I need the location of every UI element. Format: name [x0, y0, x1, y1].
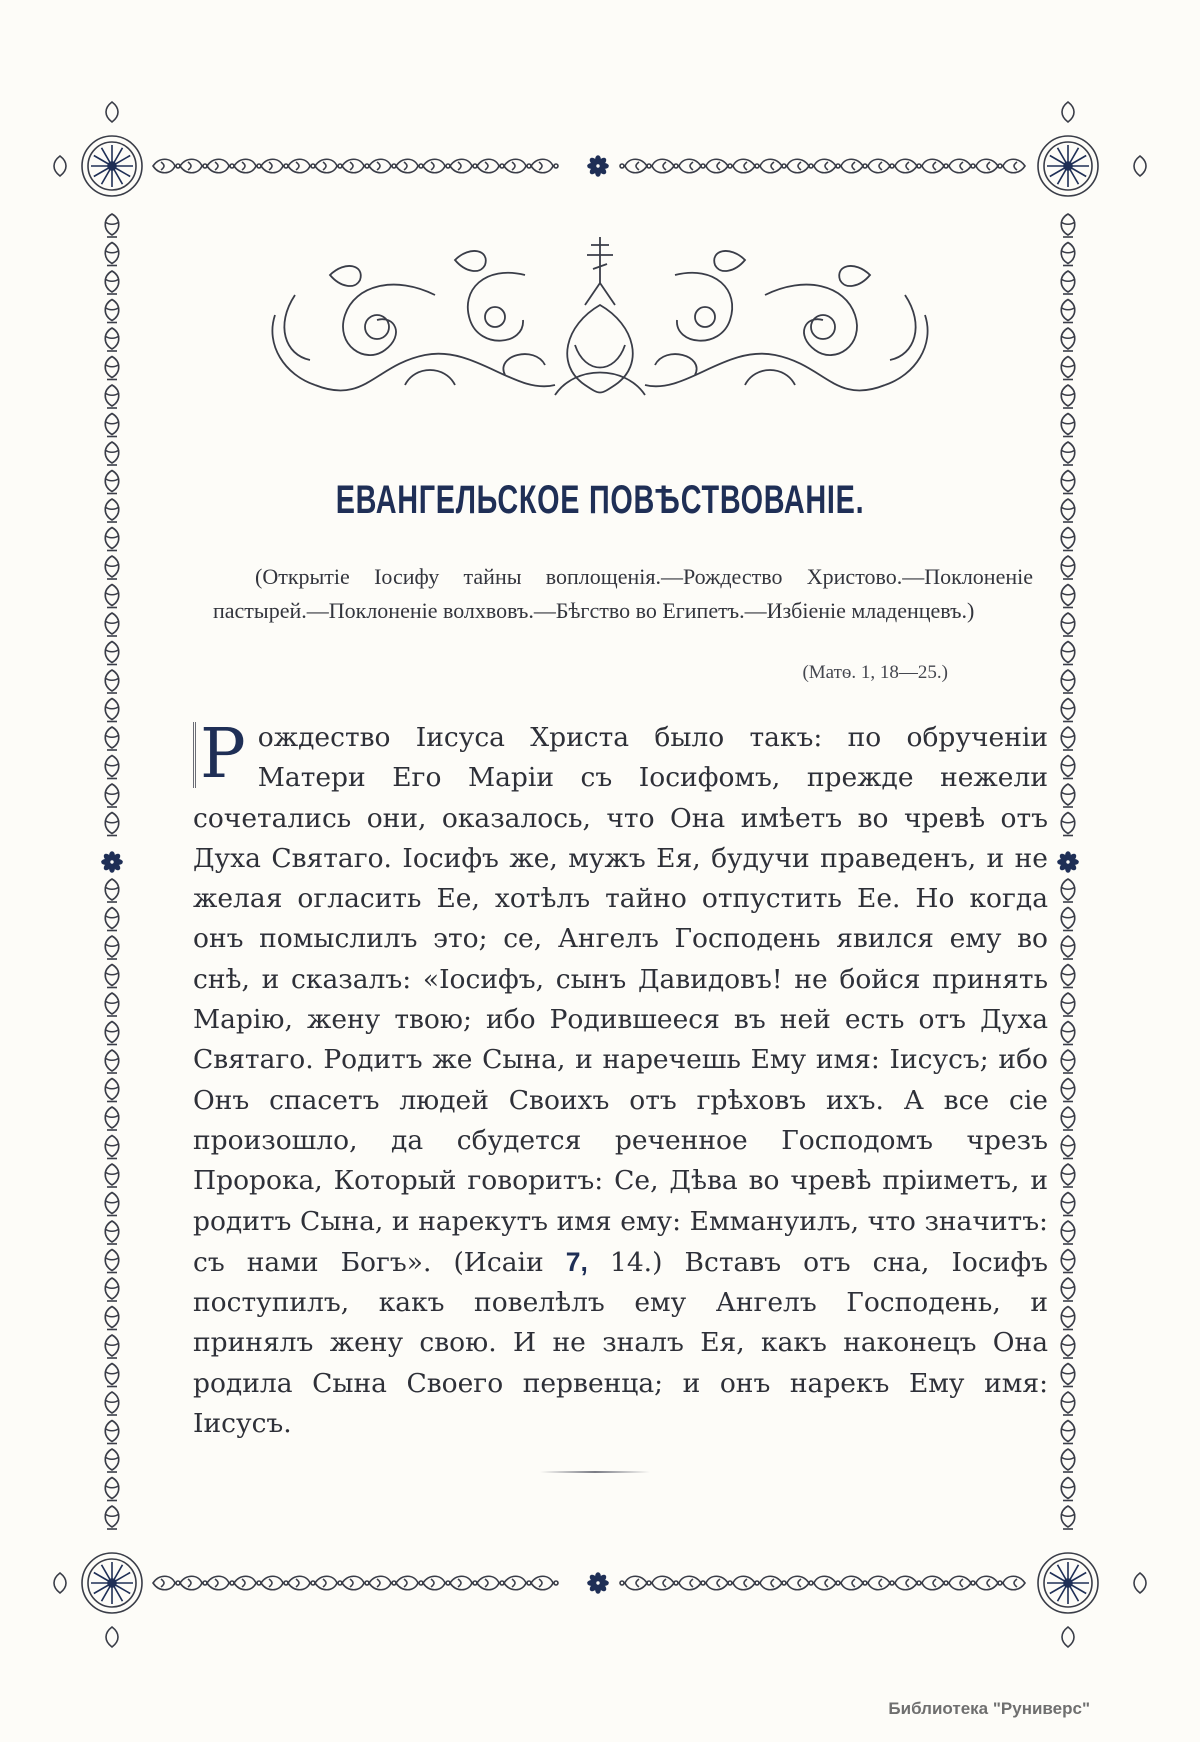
leaf-scroll-icon	[105, 670, 119, 693]
leaf-scroll-icon	[728, 1576, 755, 1590]
leaf-scroll-icon	[1061, 471, 1075, 494]
leaf-scroll-icon	[1061, 1022, 1075, 1045]
leaf-scroll-icon	[105, 813, 119, 836]
leaf-scroll-icon	[1061, 670, 1075, 693]
leaf-scroll-icon	[105, 879, 119, 902]
leaf-scroll-icon	[105, 1449, 119, 1472]
leaf-scroll-icon	[1061, 271, 1075, 294]
leaf-scroll-icon	[105, 756, 119, 779]
leaf-scroll-icon	[1061, 1335, 1075, 1358]
leaf-scroll-icon	[105, 965, 119, 988]
leaf-scroll-icon	[1061, 727, 1075, 750]
leaf-scroll-icon	[153, 1576, 180, 1590]
leaf-scroll-icon	[105, 1478, 119, 1501]
leaf-scroll-icon	[1061, 499, 1075, 522]
leaf-scroll-icon	[1061, 414, 1075, 437]
asterisk-flower-icon	[588, 156, 608, 176]
leaf-scroll-icon	[809, 1576, 836, 1590]
leaf-scroll-icon	[782, 1576, 809, 1590]
leaf-scroll-icon	[105, 908, 119, 931]
leaf-scroll-icon	[674, 159, 701, 173]
leaf-scroll-icon	[531, 159, 558, 173]
leaf-scroll-icon	[1061, 642, 1075, 665]
leaf-scroll-icon	[105, 1136, 119, 1159]
leaf-scroll-icon	[105, 993, 119, 1016]
leaf-scroll-icon	[105, 1107, 119, 1130]
leaf-scroll-icon	[105, 214, 119, 237]
leaf-scroll-icon	[620, 1576, 647, 1590]
leaf-scroll-icon	[674, 1576, 701, 1590]
leaf-scroll-icon	[1061, 214, 1075, 237]
leaf-scroll-icon	[809, 159, 836, 173]
leaf-scroll-icon	[105, 442, 119, 465]
library-watermark: Библиотека "Руниверс"	[888, 1699, 1090, 1718]
leaf-scroll-icon	[1061, 936, 1075, 959]
rosette-ornament-icon	[1038, 1553, 1098, 1613]
leaf-scroll-icon	[315, 1576, 342, 1590]
leaf-scroll-icon	[647, 1576, 674, 1590]
leaf-scroll-icon	[504, 1576, 531, 1590]
leaf-scroll-icon	[1061, 1107, 1075, 1130]
leaf-scroll-icon	[234, 159, 261, 173]
leaf-scroll-icon	[105, 499, 119, 522]
leaf-scroll-icon	[288, 1576, 315, 1590]
leaf-scroll-icon	[450, 1576, 477, 1590]
leaf-scroll-icon	[261, 159, 288, 173]
leaf-scroll-icon	[1061, 813, 1075, 836]
leaf-scroll-icon	[728, 159, 755, 173]
leaf-scroll-icon	[234, 1576, 261, 1590]
leaf-scroll-icon	[863, 1576, 890, 1590]
asterisk-flower-icon	[1058, 852, 1078, 872]
leaf-scroll-icon	[342, 1576, 369, 1590]
leaf-scroll-icon	[105, 1506, 119, 1529]
leaf-scroll-icon	[105, 1050, 119, 1073]
leaf-scroll-icon	[105, 1278, 119, 1301]
leaf-scroll-icon	[1061, 756, 1075, 779]
leaf-scroll-icon	[105, 699, 119, 722]
leaf-scroll-icon	[261, 1576, 288, 1590]
leaf-scroll-icon	[1061, 300, 1075, 323]
leaf-scroll-icon	[836, 1576, 863, 1590]
leaf-scroll-icon	[1061, 1421, 1075, 1444]
leaf-scroll-icon	[1061, 1136, 1075, 1159]
leaf-scroll-icon	[207, 1576, 234, 1590]
leaf-scroll-icon	[917, 1576, 944, 1590]
leaf-scroll-icon	[396, 159, 423, 173]
leaf-scroll-icon	[1061, 1079, 1075, 1102]
leaf-scroll-icon	[180, 159, 207, 173]
leaf-scroll-icon	[1061, 328, 1075, 351]
leaf-scroll-icon	[105, 528, 119, 551]
drop-cap-initial: Р	[193, 722, 250, 788]
leaf-scroll-icon	[315, 159, 342, 173]
leaf-scroll-icon	[105, 357, 119, 380]
leaf-scroll-icon	[890, 1576, 917, 1590]
leaf-scroll-icon	[1061, 528, 1075, 551]
leaf-scroll-icon	[890, 159, 917, 173]
leaf-scroll-icon	[105, 471, 119, 494]
leaf-scroll-icon	[477, 1576, 504, 1590]
leaf-scroll-icon	[1061, 993, 1075, 1016]
leaf-scroll-icon	[105, 1164, 119, 1187]
page-title: ЕВАНГЕЛЬСКОЕ ПОВѢСТВОВАНІЕ.	[335, 478, 865, 522]
leaf-scroll-icon	[207, 159, 234, 173]
leaf-scroll-icon	[647, 159, 674, 173]
end-rule	[540, 1471, 650, 1473]
leaf-scroll-icon	[755, 159, 782, 173]
leaf-scroll-icon	[1061, 1478, 1075, 1501]
leaf-scroll-icon	[105, 1079, 119, 1102]
rosette-ornament-icon	[1038, 136, 1098, 196]
leaf-scroll-icon	[105, 1335, 119, 1358]
leaf-scroll-icon	[105, 1193, 119, 1216]
leaf-scroll-icon	[288, 159, 315, 173]
leaf-scroll-icon	[1061, 442, 1075, 465]
leaf-scroll-icon	[423, 159, 450, 173]
leaf-scroll-icon	[450, 159, 477, 173]
leaf-scroll-icon	[423, 1576, 450, 1590]
leaf-scroll-icon	[1061, 585, 1075, 608]
leaf-scroll-icon	[1061, 1221, 1075, 1244]
leaf-scroll-icon	[971, 1576, 998, 1590]
leaf-scroll-icon	[105, 784, 119, 807]
leaf-scroll-icon	[105, 1392, 119, 1415]
asterisk-flower-icon	[588, 1573, 608, 1593]
leaf-scroll-icon	[180, 1576, 207, 1590]
leaf-scroll-icon	[863, 159, 890, 173]
leaf-scroll-icon	[998, 1576, 1025, 1590]
leaf-scroll-icon	[701, 1576, 728, 1590]
leaf-scroll-icon	[1061, 1164, 1075, 1187]
leaf-scroll-icon	[1061, 1278, 1075, 1301]
leaf-scroll-icon	[1061, 965, 1075, 988]
leaf-scroll-icon	[504, 159, 531, 173]
leaf-scroll-icon	[105, 727, 119, 750]
leaf-scroll-icon	[944, 159, 971, 173]
leaf-scroll-icon	[1061, 385, 1075, 408]
leaf-scroll-icon	[105, 1022, 119, 1045]
leaf-scroll-icon	[1061, 243, 1075, 266]
leaf-scroll-icon	[1061, 1050, 1075, 1073]
leaf-scroll-icon	[1061, 357, 1075, 380]
leaf-scroll-icon	[105, 1307, 119, 1330]
rosette-ornament-icon	[82, 136, 142, 196]
leaf-scroll-icon	[836, 159, 863, 173]
scripture-reference: (Матѳ. 1, 18—25.)	[802, 662, 948, 683]
leaf-scroll-icon	[105, 385, 119, 408]
leaf-scroll-icon	[105, 613, 119, 636]
leaf-scroll-icon	[1061, 556, 1075, 579]
leaf-scroll-icon	[1061, 1364, 1075, 1387]
leaf-scroll-icon	[782, 159, 809, 173]
verse-chapter-number: 7,	[565, 1246, 588, 1277]
gospel-text-part1: ождество Іисуса Христа было такъ: по обрученіи Матери Его Маріи съ Іосифомъ, прежде нежели сочетались они, оказалось, что Она имѣетъ во чревѣ отъ Духа Святаго. Іосифъ же, мужъ Ея, будучи праведенъ, и не желая огласить Ее, хотѣлъ тайно отпустить Ее. Но когда онъ помыслилъ это; се, Ангелъ Господень явился ему во снѣ, и сказалъ: «Іосифъ, сынъ Давидовъ! не бойся принять Марію, жену твою; ибо Родившееся въ ней есть отъ Духа Святаго. Родитъ же Сына, и наречешь Ему имя: Іисусъ; ибо Онъ спасетъ людей Своихъ отъ грѣховъ ихъ. А все сіе произошло, да сбудется реченное Господомъ чрезъ Пророка, Который говоритъ: Се, Дѣва во чревѣ пріиметъ, и родитъ Сына, и нарекутъ имя ему: Еммануилъ, что значитъ: съ нами Богъ». (Исаіи	[193, 722, 1048, 1278]
leaf-scroll-icon	[369, 1576, 396, 1590]
leaf-scroll-icon	[1061, 1307, 1075, 1330]
leaf-scroll-icon	[1061, 1449, 1075, 1472]
leaf-scroll-icon	[1061, 699, 1075, 722]
leaf-scroll-icon	[477, 159, 504, 173]
leaf-scroll-icon	[105, 271, 119, 294]
leaf-scroll-icon	[105, 328, 119, 351]
leaf-scroll-icon	[105, 556, 119, 579]
leaf-scroll-icon	[620, 159, 647, 173]
leaf-scroll-icon	[1061, 879, 1075, 902]
leaf-scroll-icon	[917, 159, 944, 173]
leaf-scroll-icon	[105, 585, 119, 608]
leaf-scroll-icon	[1061, 908, 1075, 931]
leaf-scroll-icon	[105, 1250, 119, 1273]
chapter-summary: (Открытіе Іосифу тайны воплощенія.—Рождество Христово.—Поклоненіе пастырей.—Поклоненіе волхвовъ.—Бѣгство во Египетъ.—Избіеніе младенцевъ.)	[213, 564, 1033, 623]
leaf-scroll-icon	[369, 159, 396, 173]
leaf-scroll-icon	[971, 159, 998, 173]
leaf-scroll-icon	[1061, 613, 1075, 636]
leaf-scroll-icon	[701, 159, 728, 173]
leaf-scroll-icon	[998, 159, 1025, 173]
leaf-scroll-icon	[944, 1576, 971, 1590]
leaf-scroll-icon	[105, 243, 119, 266]
asterisk-flower-icon	[102, 852, 122, 872]
leaf-scroll-icon	[1061, 1392, 1075, 1415]
leaf-scroll-icon	[105, 1421, 119, 1444]
leaf-scroll-icon	[105, 1221, 119, 1244]
headpiece-ornament	[255, 235, 945, 410]
leaf-scroll-icon	[1061, 1250, 1075, 1273]
leaf-scroll-icon	[755, 1576, 782, 1590]
leaf-scroll-icon	[105, 936, 119, 959]
leaf-scroll-icon	[105, 1364, 119, 1387]
leaf-scroll-icon	[105, 300, 119, 323]
leaf-scroll-icon	[153, 159, 180, 173]
leaf-scroll-icon	[1061, 784, 1075, 807]
leaf-scroll-icon	[396, 1576, 423, 1590]
leaf-scroll-icon	[342, 159, 369, 173]
rosette-ornament-icon	[82, 1553, 142, 1613]
gospel-text-part2: 14.) Вставъ отъ сна, Іосифъ поступилъ, какъ повелѣлъ ему Ангелъ Господень, и принялъ жену свою. И не зналъ Ея, какъ наконецъ Она родила Сына Своего первенца; и онъ нарекъ Ему имя: Іисусъ.	[193, 1246, 1048, 1440]
leaf-scroll-icon	[105, 642, 119, 665]
leaf-scroll-icon	[531, 1576, 558, 1590]
leaf-scroll-icon	[1061, 1193, 1075, 1216]
gospel-text	[193, 715, 1048, 1444]
leaf-scroll-icon	[1061, 1506, 1075, 1529]
leaf-scroll-icon	[105, 414, 119, 437]
headpiece-cross-icon	[587, 237, 613, 283]
